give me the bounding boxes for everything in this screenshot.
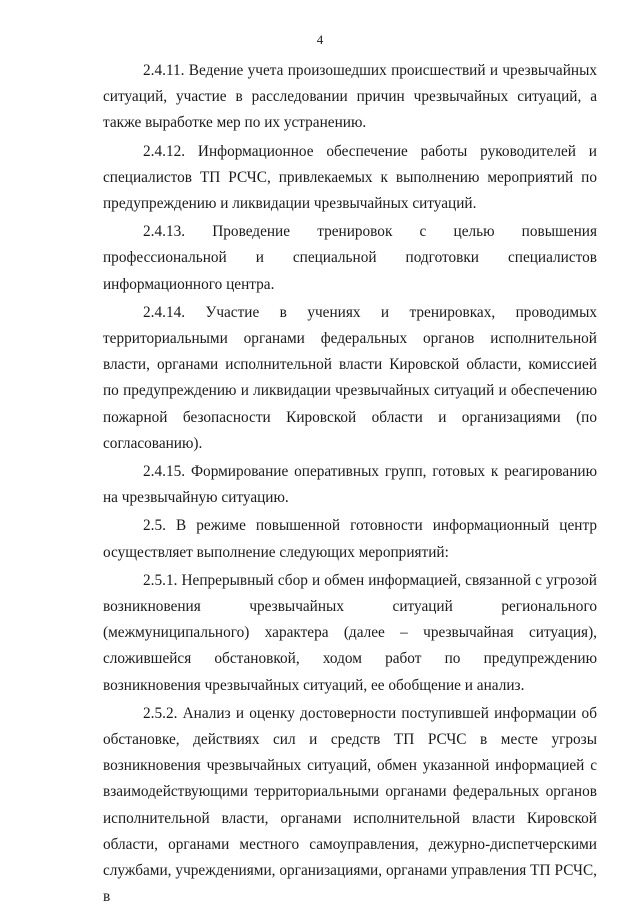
document-body [103, 58, 597, 913]
paragraph-2-5-2: 2.5.2. Анализ и оценку достоверности поступившей информации об обстановке, действиях сил и средств ТП РСЧС в месте угрозы возникновения чрезвычайных ситуаций, обмен указанной информацией с взаимодействующими территориальными органами федеральных органов исполнительной власти, органами исполнительной власти Кировской области, органами местного самоуправления, дежурно-диспетчерскими службами, учреждениями, организациями, органами управления ТП РСЧС, в [103, 704, 597, 906]
paragraph-2-4-11: 2.4.11. Ведение учета произошедших происшествий и чрезвычайных ситуаций, участие в расследовании причин чрезвычайных ситуаций, а также выработке мер по их устранению. [103, 62, 597, 132]
paragraph-2-4-14: 2.4.14. Участие в учениях и тренировках, проводимых территориальными органами федеральных органов исполнительной власти, органами исполнительной власти Кировской области, комиссией по предупреждению и ликвидации чрезвычайных ситуаций и обеспечению пожарной безопасности Кировской области и организациями (по согласованию). [103, 303, 597, 452]
page-number: 4 [316, 32, 324, 47]
paragraph-2-4-13: 2.4.13. Проведение тренировок с целью повышения профессиональной и специальной подготовки специалистов информационного центра. [103, 223, 597, 293]
paragraph-2-4-12: 2.4.12. Информационное обеспечение работы руководителей и специалистов ТП РСЧС, привлекаемых к выполнению мероприятий по предупреждению и ликвидации чрезвычайных ситуаций. [103, 142, 597, 213]
paragraph-2-5: 2.5. В режиме повышенной готовности информационный центр осуществляет выполнение следующих мероприятий: [103, 517, 597, 561]
paragraph-2-4-15: 2.4.15. Формирование оперативных групп, готовых к реагированию на чрезвычайную ситуацию. [103, 463, 597, 507]
paragraph-2-5-1: 2.5.1. Непрерывный сбор и обмен информацией, связанной с угрозой возникновения чрезвычайных ситуаций регионального (межмуниципального) характера (далее – чрезвычайная ситуация), сложившейся обстановкой, ходом работ по предупреждению возникновения чрезвычайных ситуаций, ее обобщение и анализ. [103, 571, 597, 694]
